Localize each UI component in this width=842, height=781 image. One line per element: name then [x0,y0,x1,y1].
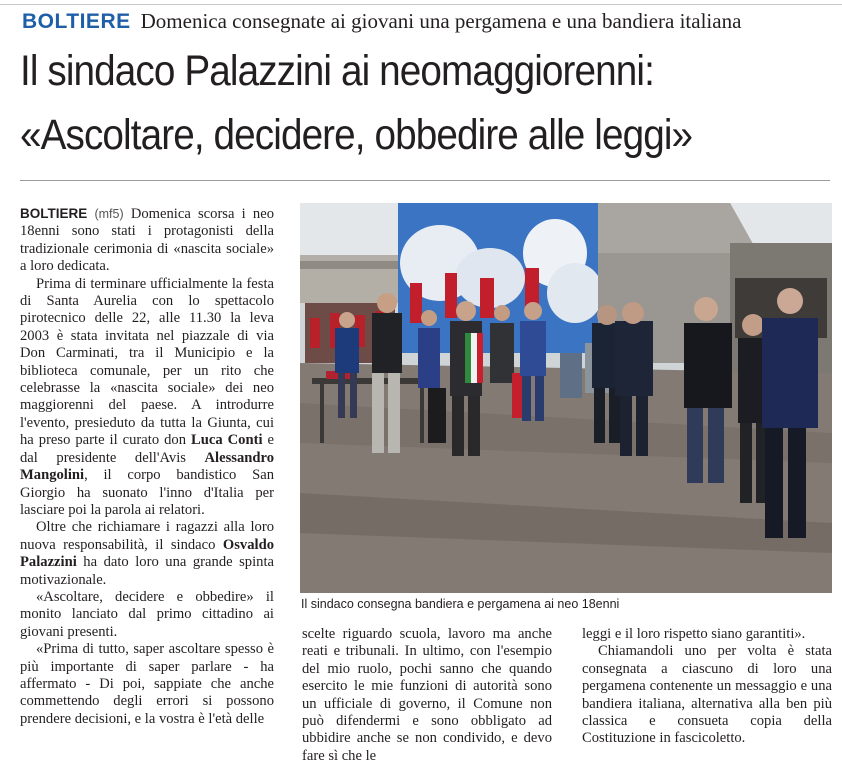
column-3-paragraph-2: Chiamandoli uno per volta è stata consegnata a ciascuno di loro una pergamena contenente un messaggio e una bandiera italiana, alternativa alla ben più classica e consueta copia della Costituzione in fascicoletto. [582,643,832,747]
paragraph-2 [20,276,274,520]
name-osvaldo-palazzini: Osvaldo Palazzini [20,536,274,571]
headline-line-1: Il sindaco Palazzini ai neomaggiorenni: [20,47,654,95]
kicker-subtitle: Domenica consegnate ai giovani una pergamena e una bandiera italiana [140,9,742,33]
name-alessandro-mangolini: Alessandro Mangolini [20,449,274,484]
paragraph-2-text-b: e dal presidente dell'Avis [20,432,274,466]
photo-caption: Il sindaco consegna bandiera e pergamena ai neo 18enni [301,597,620,611]
article-column-1 [20,205,274,728]
event-photo [300,203,832,593]
headline-line-2: «Ascoltare, decidere, obbedire alle leggi» [20,111,693,159]
column-3-paragraph-1: leggi e il loro rispetto siano garantiti». [582,626,806,642]
paragraph-1 [20,205,274,276]
byline: (mf5) [94,207,124,221]
headline-rule [20,180,830,181]
article-column-3 [582,626,832,748]
dateline: BOLTIERE [20,206,88,221]
article-column-2 [302,626,552,765]
paragraph-2-text-a: Prima di terminare ufficialmente la festa di Santa Aurelia con lo spettacolo pirotecnico delle 22, alle 11.30 la leva 2003 è stata invitata nel piazzale di via Don Carminati, tra il Municipio e la biblioteca comunale, per un rito che celebrasse la «nascita sociale» dei neo maggiorenni del paese. A introdurre l'evento, presieduto da tutta la Giunta, cui ha preso parte il curato don [20,275,274,449]
paragraph-1-text: Domenica scorsa i neo 18enni sono stati i protagonisti della tradizionale cerimonia di «nascita sociale» a loro dedicata. [20,206,274,275]
kicker [22,9,741,34]
paragraph-5: «Prima di tutto, saper ascoltare spesso è più importante di saper parlare - ha affermato - Di poi, sappiate che anche commettendo degli errori si possono prendere decisioni, e la vostra è l'età delle [20,641,274,727]
paragraph-2-text-c: , il corpo bandistico San Giorgio ha suonato l'inno d'Italia per lasciare poi la parola ai relatori. [20,467,274,518]
kicker-location: BOLTIERE [22,10,131,33]
paragraph-3-text-b: ha dato loro una grande spinta motivazionale. [20,554,274,588]
column-2-text: scelte riguardo scuola, lavoro ma anche reati e tribunali. In ultimo, con l'esempio del mio ruolo, pochi sanno che quando esercito le mie funzioni di autorità sono un ufficiale di governo, il Comune non può difendermi e sono obbligato ad ubbidire anche se non condivido, e devo fare sì che le [302,626,552,764]
paragraph-3-text-a: Oltre che richiamare i ragazzi alla loro nuova responsabilità, il sindaco [20,519,274,553]
top-rule [0,4,842,5]
paragraph-4: «Ascoltare, decidere e obbedire» il monito lanciato dal primo cittadino ai giovani presenti. [20,588,274,640]
name-luca-conti: Luca Conti [191,432,263,449]
paragraph-3 [20,519,274,589]
